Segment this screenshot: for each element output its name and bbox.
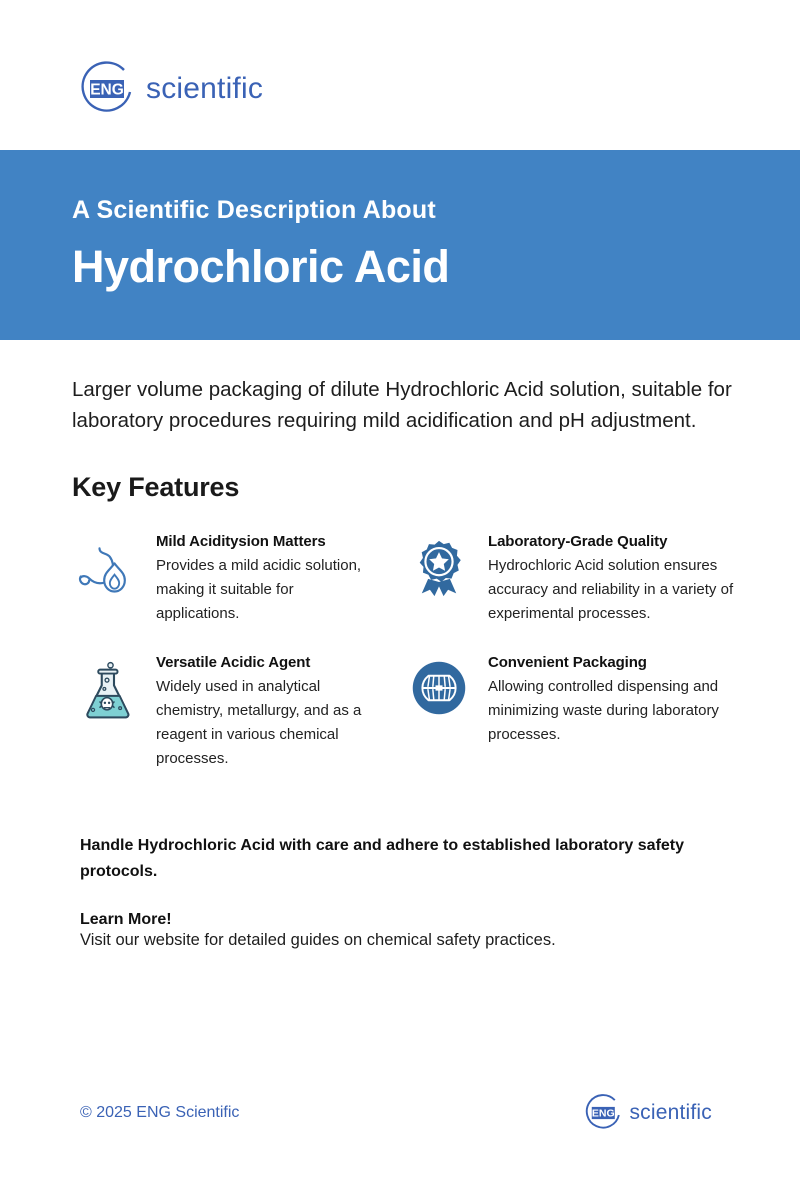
key-features-heading: Key Features bbox=[72, 472, 240, 503]
feature-text bbox=[156, 652, 371, 771]
feature-description: Widely used in analytical chemistry, metallurgy, and as a reagent in various chemical processes. bbox=[156, 678, 362, 768]
brand-wordmark: scientific bbox=[629, 1101, 712, 1124]
stomach-flame-icon bbox=[72, 531, 142, 609]
feature-title: Convenient Packaging bbox=[488, 654, 647, 672]
learn-more-text: Visit our website for detailed guides on chemical safety practices. bbox=[80, 931, 556, 950]
closing-notes bbox=[72, 833, 740, 950]
feature-description: Provides a mild acidic solution, making it suitable for applications. bbox=[156, 557, 362, 623]
page-title: Hydrochloric Acid bbox=[72, 241, 450, 292]
feature-title: Versatile Acidic Agent bbox=[156, 654, 311, 672]
eng-circle-logo-icon bbox=[585, 1092, 627, 1134]
feature-text bbox=[156, 531, 371, 626]
hero-banner bbox=[0, 150, 800, 340]
eng-circle-logo-icon bbox=[80, 58, 142, 120]
feature-description: Allowing controlled dispensing and minimizing waste during laboratory processes. bbox=[488, 678, 719, 744]
footer-brand-logo[interactable] bbox=[585, 1092, 712, 1134]
svg-text:ENG: ENG bbox=[592, 1107, 616, 1120]
feature-text bbox=[488, 652, 738, 747]
feature-text bbox=[488, 531, 738, 626]
feature-description: Hydrochloric Acid solution ensures accuracy and reliability in a variety of experimental processes. bbox=[488, 557, 734, 623]
safety-note: Handle Hydrochloric Acid with care and adhere to established laboratory safety protocols. bbox=[80, 837, 685, 881]
feature-title: Laboratory-Grade Quality bbox=[488, 533, 668, 551]
header-bar bbox=[0, 0, 800, 150]
intro-paragraph: Larger volume packaging of dilute Hydrochloric Acid solution, suitable for laboratory procedures requiring mild acidification and pH adjustment. bbox=[72, 378, 732, 433]
brand-logo[interactable] bbox=[80, 58, 800, 120]
feature-item bbox=[72, 531, 392, 626]
feature-item bbox=[404, 531, 740, 626]
copyright-text: © 2025 ENG Scientific bbox=[80, 1104, 240, 1121]
learn-more-label: Learn More! bbox=[80, 911, 172, 929]
feature-item bbox=[404, 652, 740, 771]
features-grid bbox=[72, 531, 740, 771]
footer bbox=[0, 1092, 800, 1134]
feature-title: Mild Aciditysion Matters bbox=[156, 533, 326, 551]
main-content bbox=[0, 374, 800, 950]
svg-text:ENG: ENG bbox=[90, 81, 124, 99]
hero-kicker: A Scientific Description About bbox=[72, 196, 436, 224]
hazard-flask-icon bbox=[72, 652, 142, 730]
brand-wordmark: scientific bbox=[146, 72, 264, 105]
barrel-icon bbox=[404, 652, 474, 730]
feature-item bbox=[72, 652, 392, 771]
award-ribbon-icon bbox=[404, 531, 474, 609]
